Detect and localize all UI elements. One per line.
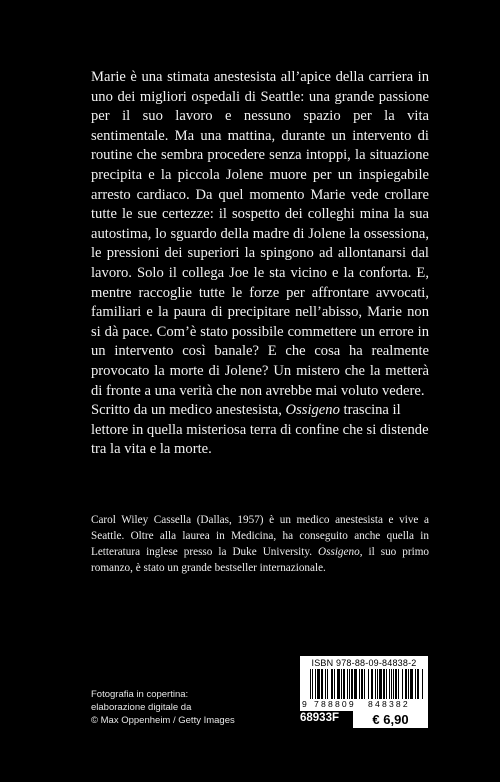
isbn-number: ISBN 978-88-09-84838-2 [311,658,417,668]
barcode-bar [383,669,385,699]
barcode-bar [422,669,423,699]
barcode-bar [341,669,342,699]
barcode-bar [331,669,333,699]
barcode-digit-group-2: 848382 [368,699,410,709]
credit-line-1: Fotografia in copertina: [91,689,189,700]
barcode-bar [395,669,397,699]
price-label: € 6,90 [353,711,428,728]
bio-book-title: Ossigeno [318,546,360,558]
barcode-bar [375,669,376,699]
credit-line-2: elaborazione digitale da [91,702,192,713]
barcode-bar [405,669,407,699]
barcode-bar [361,669,363,699]
barcode-bar [343,669,345,699]
bio-text-end: , il suo primo romanzo, è stato un grande bestseller internazionale. [91,546,430,574]
barcode-bar [347,669,348,699]
barcode-bar [402,669,403,699]
barcode-bar [349,669,350,699]
barcode-digit-group-1: 788809 [314,699,356,709]
barcode-bar [371,669,373,699]
barcode-bar [377,669,378,699]
product-code: 68933F [300,712,340,724]
bio-text-start: Carol Wiley Cassella (Dallas, 1957) è un medico anestesista e vive a Seattle. Oltre alla laurea in Medicina, ha conseguito anche quella in Letteratura inglese presso la Duke University. [91,514,429,558]
barcode-bar [379,669,382,699]
barcode-bar [337,669,340,699]
isbn-barcode-label [300,656,428,711]
credit-line-3: © Max Oppenheim / Getty Images [91,715,235,726]
closing-text-start: Scritto da un medico anestesista, [91,402,286,419]
barcode-bar [359,669,360,699]
barcode-bars [310,669,424,699]
barcode-bar [391,669,392,699]
barcode-first-digit: 9 [302,699,307,709]
synopsis-closing-paragraph [91,401,429,460]
back-cover-synopsis [91,68,429,460]
barcode-bar [364,669,365,699]
barcode-bar [389,669,390,699]
book-title-inline: Ossigeno [285,402,340,419]
barcode-bar [354,669,357,699]
synopsis-paragraph: Marie è una stimata anestesista all’apice della carriera in uno dei migliori ospedali di Seattle: una grande passione per il suo lavoro e nessuno spazio per la vita sentimentale. Ma una mattina, durante un intervento di routine che sembra procedere senza intoppi, la situazione precipita e la piccola Jolene muore per un inspiegabile arresto cardiaco. Da quel momento Marie vede crollare tutte le sue certezze: il sospetto dei colleghi mina la sua autostima, lo sguardo della madre di Jolene la ossessiona, le pressioni dei superiori la spingono ad allontanarsi dal lavoro. Solo il collega Joe le sta vicino e la conforta. E, mentre raccoglie tutte le forze per affrontare avvocati, familiari e la paura di precipitare nell’abisso, Marie non si dà pace. Com’è stato possibile commettere un errore in un intervento così banale? E che cosa ha realmente provocato la morte di Jolene? Un mistero che la metterà di fronte a una verità che non avrebbe mai voluto vedere. [91,69,429,399]
barcode-bar [325,669,326,699]
barcode-bar [398,669,399,699]
barcode-bar [327,669,328,699]
barcode-bar [417,669,419,699]
author-bio [91,512,429,576]
barcode-bar [368,669,369,699]
barcode-bar [317,669,320,699]
barcode-bar [321,669,323,699]
barcode-bar [310,669,311,699]
barcode-bar [315,669,316,699]
barcode-bar [410,669,413,699]
barcode-bar [386,669,387,699]
barcode-bar [312,669,313,699]
barcode-bar [415,669,416,699]
photo-credits [91,688,271,727]
barcode-bar [393,669,394,699]
barcode-bar [351,669,353,699]
barcode-bar [334,669,335,699]
closing-text-end: trascina il lettore in quella misteriosa terra di confine che si distende tra la vita e la morte. [91,402,429,458]
barcode-bar [408,669,409,699]
